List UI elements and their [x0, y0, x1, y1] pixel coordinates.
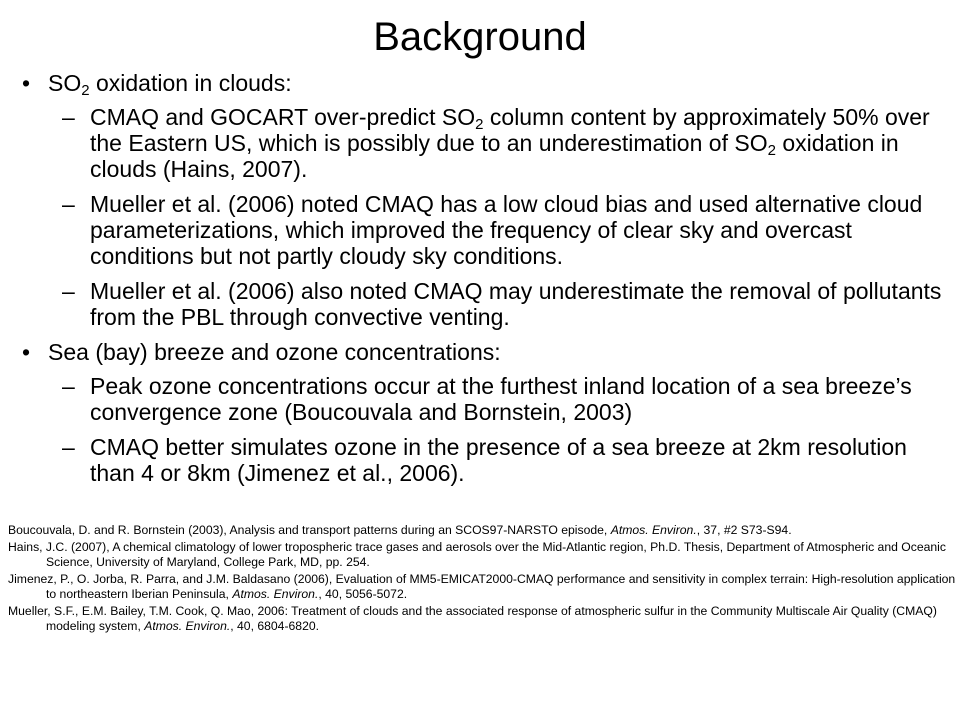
sub-bullet-text: Mueller et al. (2006) noted CMAQ has a low cloud bias and used alternative cloud parameterizations, which improved the frequency of clear sky and overcast conditions but not partly cloudy sky conditions.	[90, 191, 923, 269]
sub-bullet-text: CMAQ better simulates ozone in the presence of a sea breeze at 2km resolution than 4 or 8km (Jimenez et al., 2006).	[90, 434, 907, 486]
reference-item: Boucouvala, D. and R. Bornstein (2003), Analysis and transport patterns during an SCOS97-NARSTO episode, Atmos. Environ., 37, #2 S73-S94.	[8, 523, 792, 537]
dash-marker: –	[62, 434, 75, 460]
bullet-text: Sea (bay) breeze and ozone concentrations:	[48, 339, 501, 365]
sub-bullet-item	[0, 373, 960, 425]
sub-bullet-text: Peak ozone concentrations occur at the furthest inland location of a sea breeze’s convergence zone (Boucouvala and Bornstein, 2003)	[90, 373, 912, 425]
dash-marker: –	[62, 373, 75, 399]
reference-list	[8, 523, 956, 636]
bullet-list	[0, 70, 960, 495]
bullet-item	[0, 339, 960, 365]
bullet-marker: •	[22, 70, 31, 96]
sub-bullet-text: CMAQ and GOCART over-predict $SO_2$ column content by approximately 50% over the Eastern US, which is possibly due to an underestimation of $SO_2$ oxidation in clouds (Hains, 2007).	[90, 104, 930, 182]
dash-marker: –	[62, 191, 75, 217]
bullet-item	[0, 70, 960, 99]
slide-title: Background	[373, 15, 587, 59]
sub-bullet-item	[0, 104, 960, 182]
sub-bullet-item	[0, 278, 960, 330]
reference-item: Mueller, S.F., E.M. Bailey, T.M. Cook, Q. Mao, 2006: Treatment of clouds and the associated response of atmospheric sulfur in the Community Multiscale Air Quality (CMAQ) modeling system, Atmos. Environ., 40, 6804-6820.	[8, 603, 937, 633]
sub-bullet-text: Mueller et al. (2006) also noted CMAQ may underestimate the removal of pollutants from the PBL through convective venting.	[90, 278, 942, 330]
sub-bullet-item	[0, 434, 960, 486]
journal-name: Atmos. Environ.	[144, 619, 231, 633]
reference-item: Jimenez, P., O. Jorba, R. Parra, and J.M. Baldasano (2006), Evaluation of MM5-EMICAT2000-CMAQ performance and sensitivity in complex terrain: High-resolution application to northeastern Iberian Peninsula, Atmos. Environ., 40, 5056-5072.	[8, 571, 956, 601]
journal-name: Atmos. Environ.	[610, 523, 697, 537]
dash-marker: –	[62, 104, 75, 130]
bullet-marker: •	[22, 339, 31, 365]
reference-item: Hains, J.C. (2007), A chemical climatology of lower tropospheric trace gases and aerosols over the Mid-Atlantic region, Ph.D. Thesis, Department of Atmospheric and Oceanic Science, University of Maryland, College Park, MD, pp. 254.	[8, 539, 946, 569]
journal-name: Atmos. Environ.	[232, 587, 319, 601]
bullet-text: $SO_2$ oxidation in clouds:	[48, 70, 292, 99]
sub-bullet-item	[0, 191, 960, 269]
dash-marker: –	[62, 278, 75, 304]
